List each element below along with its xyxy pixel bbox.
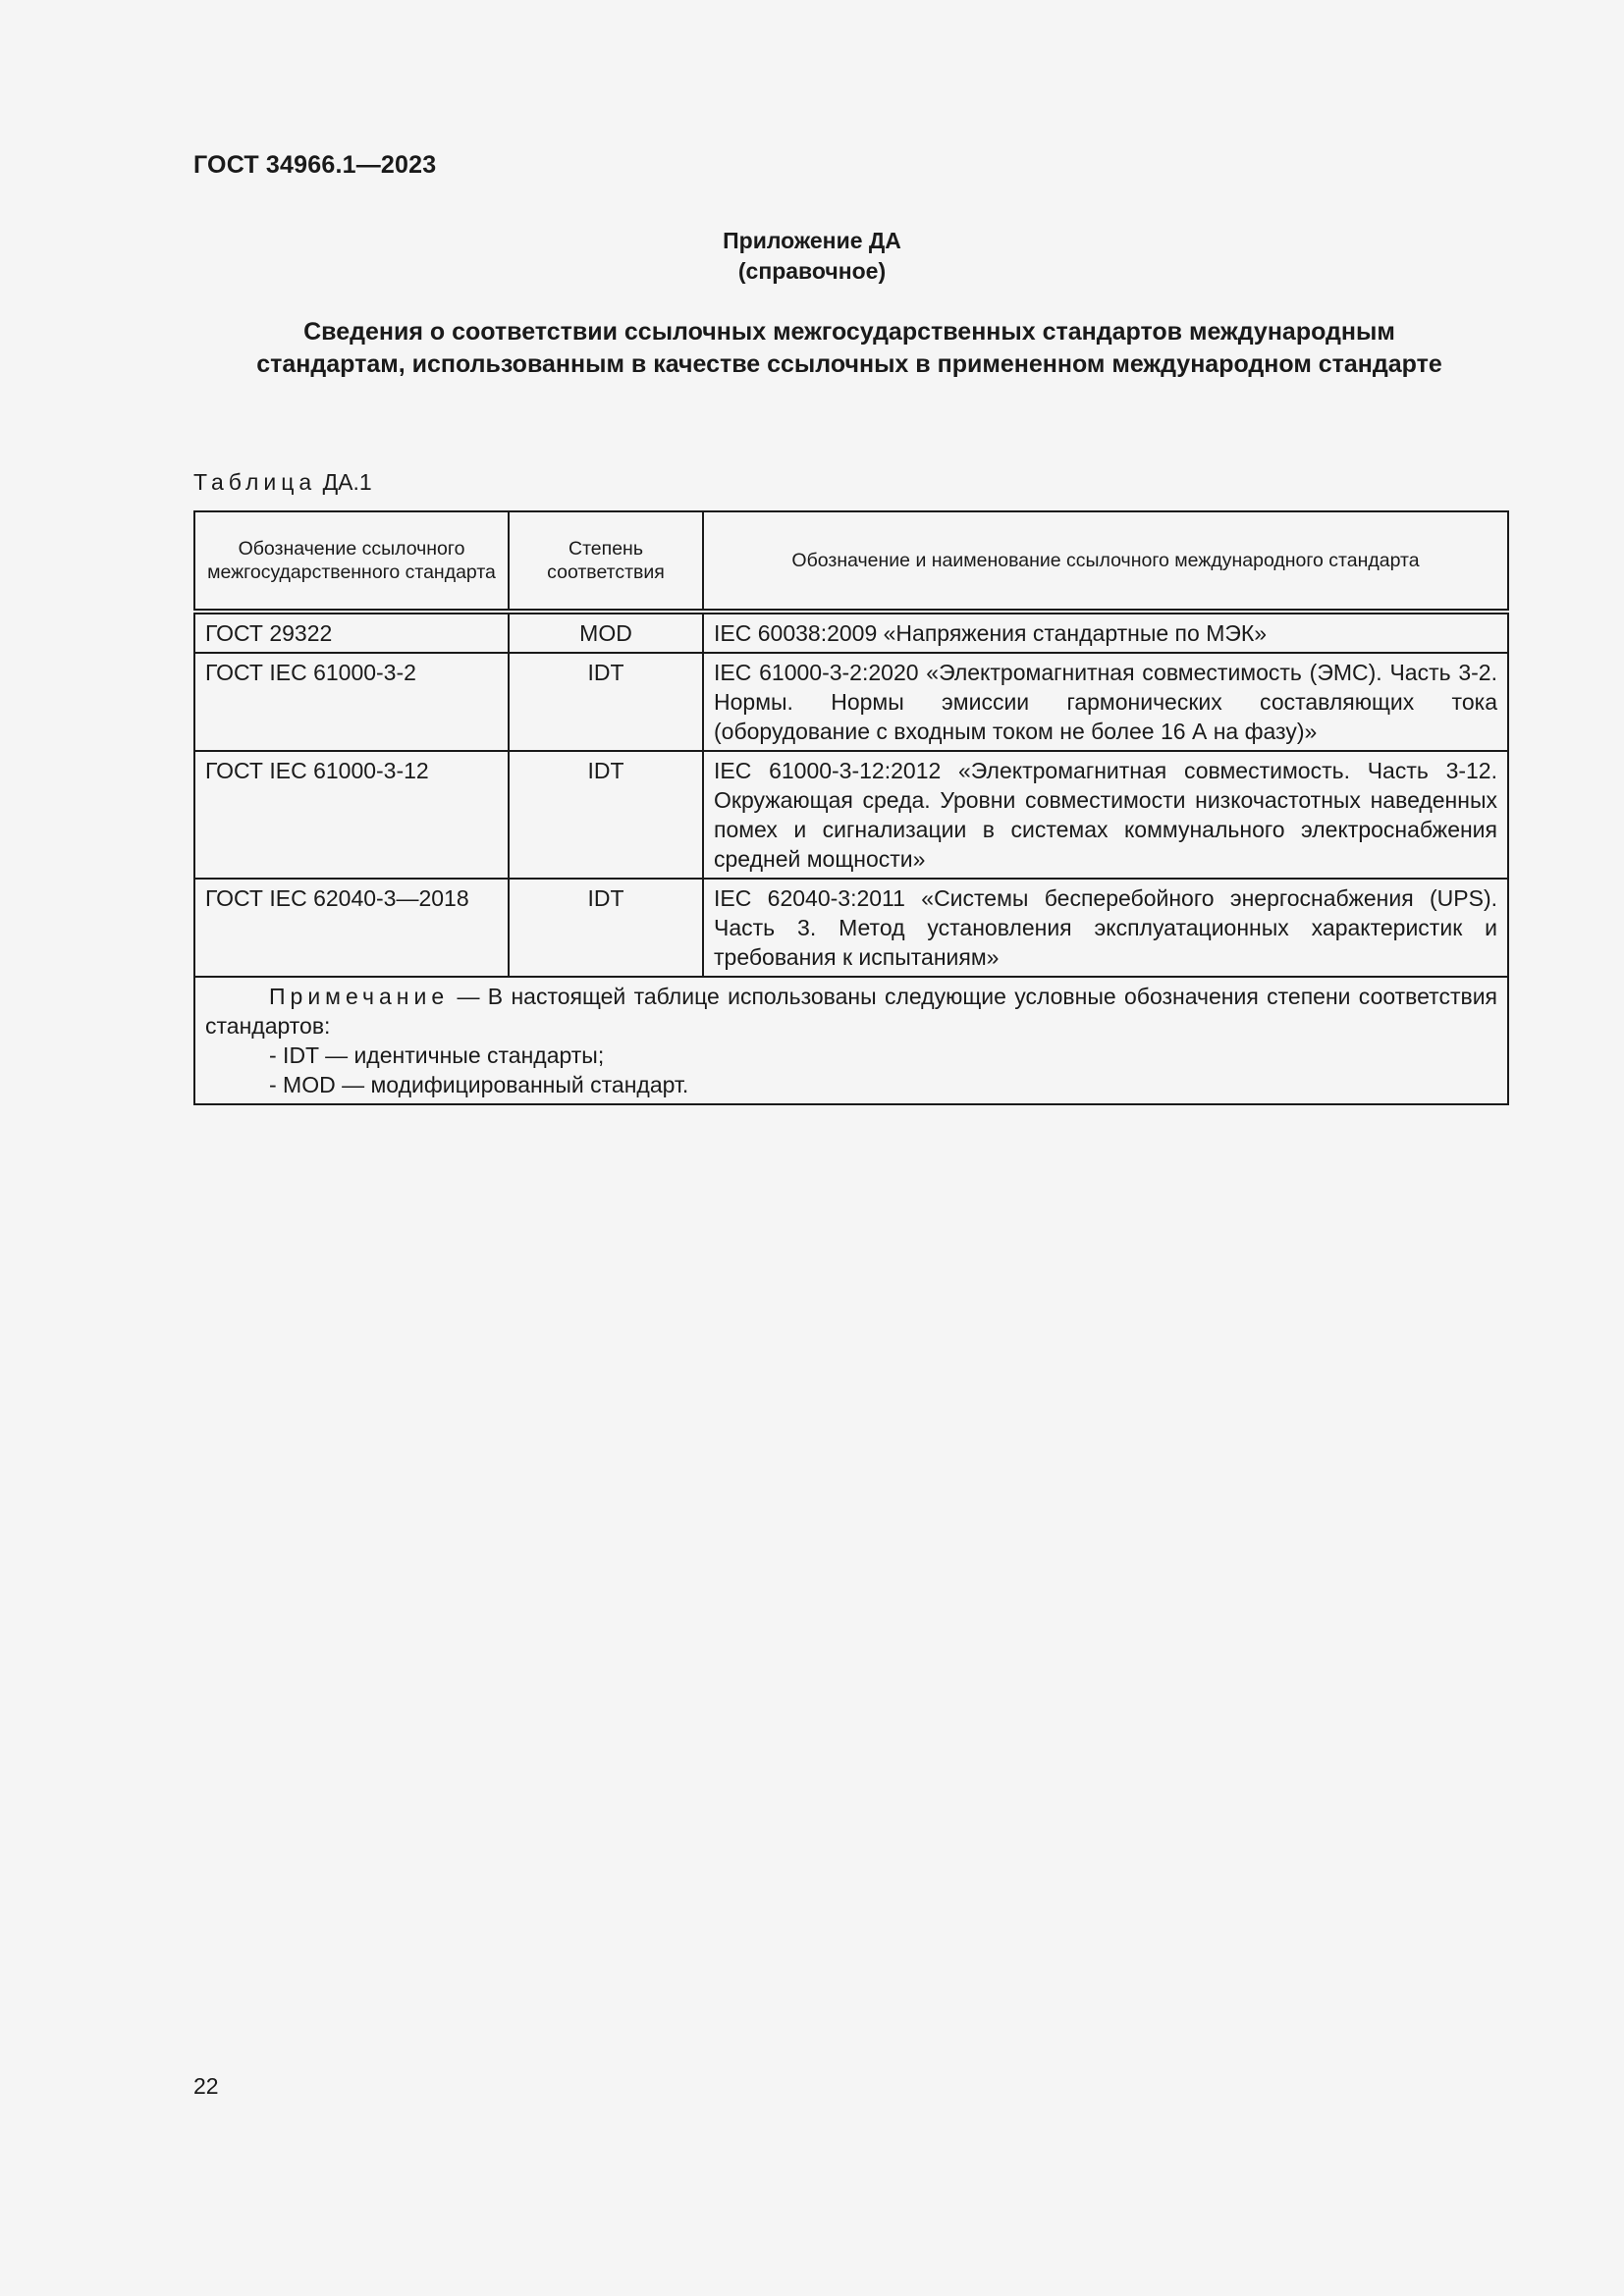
section-title: Сведения о соответствии ссылочных межгосударственных стандартов международным стандартам, использованным в качестве ссылочных в примененном международном стандарте <box>256 318 1442 378</box>
cell-degree: IDT <box>509 879 703 977</box>
header-interstate-standard: Обозначение ссылочного межгосударственного стандарта <box>194 511 509 612</box>
cell-degree: IDT <box>509 653 703 751</box>
cell-standard: ГОСТ IEC 62040-3—2018 <box>194 879 509 977</box>
cell-international: IEC 62040-3:2011 «Системы бесперебойного энергоснабжения (UPS). Часть 3. Метод установления эксплуатационных характеристик и требования к испытаниям» <box>703 879 1508 977</box>
cell-degree: IDT <box>509 751 703 879</box>
table-row <box>194 612 1508 653</box>
note-item-mod: - MOD — модифицированный стандарт. <box>269 1072 689 1097</box>
header-international-standard: Обозначение и наименование ссылочного международного стандарта <box>703 511 1508 612</box>
note-item-idt: - IDT — идентичные стандарты; <box>269 1042 605 1068</box>
cell-international: IEC 61000-3-12:2012 «Электромагнитная совместимость. Часть 3-12. Окружающая среда. Уровни совместимости низкочастотных наведенных помех и сигнализации в системах коммунального электроснабжения средней мощности» <box>703 751 1508 879</box>
table-note <box>194 977 1508 1104</box>
cell-degree: MOD <box>509 612 703 653</box>
note-intro <box>205 982 1497 1041</box>
page-number: 22 <box>193 2073 219 2099</box>
table-row <box>194 751 1508 879</box>
cell-standard: ГОСТ IEC 61000-3-12 <box>194 751 509 879</box>
table-note-row <box>194 977 1508 1104</box>
document-code: ГОСТ 34966.1—2023 <box>193 151 437 179</box>
cell-international: IEC 60038:2009 «Напряжения стандартные по МЭК» <box>703 612 1508 653</box>
cell-international: IEC 61000-3-2:2020 «Электромагнитная совместимость (ЭМС). Часть 3-2. Нормы. Нормы эмиссии гармонических составляющих тока (оборудование с входным током не более 16 А на фазу)» <box>703 653 1508 751</box>
note-text: — В настоящей таблице использованы следующие условные обозначения степени соответствия стандартов: <box>205 984 1498 1039</box>
header-degree: Степень соответствия <box>509 511 703 612</box>
cell-standard: ГОСТ 29322 <box>194 612 509 653</box>
note-label: Примечание <box>269 984 450 1009</box>
cell-standard: ГОСТ IEC 61000-3-2 <box>194 653 509 751</box>
appendix-title: Приложение ДА <box>723 228 901 253</box>
table-caption-number: ДА.1 <box>322 469 372 495</box>
reference-standards-table <box>193 510 1509 1105</box>
table-row <box>194 879 1508 977</box>
appendix-type: (справочное) <box>737 258 887 284</box>
table-header-row <box>194 511 1508 612</box>
table-caption-label: Таблица <box>193 469 317 495</box>
table-row <box>194 653 1508 751</box>
table-caption <box>193 469 372 496</box>
